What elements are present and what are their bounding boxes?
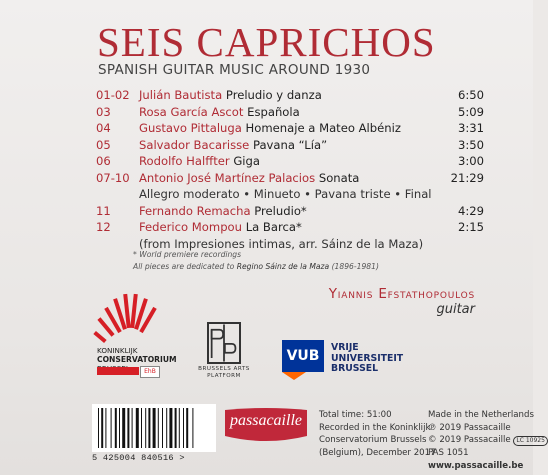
track-duration: 3:00 bbox=[457, 154, 484, 168]
dedicatee-name: Regino Sáinz de la Maza bbox=[236, 262, 330, 271]
track-work: Preludio y danza bbox=[225, 88, 322, 102]
label-url[interactable]: www.passacaille.be bbox=[428, 460, 524, 471]
copyright-credit: © 2019 Passacaille bbox=[428, 435, 511, 446]
album-title: SEIS CAPRICHOS bbox=[97, 19, 436, 65]
track-row bbox=[96, 120, 484, 137]
track-work: Sonata bbox=[318, 170, 360, 185]
dedication-note: All pieces are dedicated to Regino Sáinz de la Maza (1896-1981) bbox=[133, 262, 379, 271]
track-duration: 5:09 bbox=[457, 104, 484, 119]
performer-credit bbox=[329, 286, 475, 317]
track-work: Homenaje a Mateo Albéniz bbox=[245, 121, 401, 135]
track-row bbox=[96, 170, 484, 187]
track-composer: Salvador Bacarisse bbox=[139, 137, 250, 152]
track-work: Giga bbox=[233, 154, 260, 168]
vub-name: VRIJE UNIVERSITEIT BRUSSEL bbox=[331, 342, 404, 374]
track-composer: Rosa García Ascot bbox=[139, 104, 244, 119]
track-composer: Antonio José Martínez Palacios bbox=[139, 170, 316, 185]
track-number: 11 bbox=[96, 203, 111, 218]
legal-credits bbox=[428, 409, 548, 473]
track-composer: Rodolfo Halffter bbox=[139, 154, 230, 168]
barcode-icon bbox=[92, 404, 216, 452]
track-row bbox=[96, 137, 484, 154]
performer-name: Yiannis Efstathopoulos bbox=[328, 286, 475, 302]
conservatorium-red-bar bbox=[97, 367, 139, 375]
track-number: 03 bbox=[96, 104, 111, 119]
bap-logo-icon bbox=[207, 322, 241, 364]
track-work: Española bbox=[247, 104, 300, 119]
barcode-number: 5 425004 840516 > bbox=[92, 453, 185, 463]
track-duration: 6:50 bbox=[457, 88, 484, 102]
album-subtitle: SPANISH GUITAR MUSIC AROUND 1930 bbox=[98, 62, 371, 78]
performer-instrument: guitar bbox=[436, 302, 475, 317]
track-row bbox=[96, 186, 484, 203]
track-number: 06 bbox=[96, 154, 111, 168]
vub-logo-icon: VUB bbox=[282, 340, 324, 372]
track-duration: 3:50 bbox=[457, 137, 484, 152]
conservatorium-name: KONINKLIJK CONSERVATORIUM bbox=[97, 346, 177, 364]
track-number: 01-02 bbox=[96, 88, 130, 102]
vub-orange-triangle bbox=[282, 372, 306, 380]
track-row bbox=[96, 87, 484, 104]
track-number: 12 bbox=[96, 220, 111, 234]
track-list bbox=[96, 87, 484, 252]
track-duration: 4:29 bbox=[457, 203, 484, 218]
made-in: Made in the Netherlands bbox=[428, 410, 534, 420]
ehb-logo-icon: EhB bbox=[140, 366, 160, 378]
track-composer: Federico Mompou bbox=[139, 220, 242, 234]
track-duration: 21:29 bbox=[450, 170, 484, 185]
bap-name: BRUSSELS ARTS PLATFORM bbox=[198, 366, 250, 379]
premiere-note: * World premiere recordings bbox=[133, 250, 242, 259]
recording-info: Total time: 51:00 Recorded in the Koninklijk Conservatorium Brussels (Belgium), December 2017 bbox=[319, 410, 436, 459]
label-name: passacaille bbox=[230, 412, 302, 429]
track-duration: 2:15 bbox=[457, 220, 484, 234]
track-movements: Allegro moderato • Minueto • Pavana triste • Final bbox=[139, 187, 432, 201]
track-work: Preludio* bbox=[254, 203, 307, 218]
track-number: 04 bbox=[96, 121, 111, 135]
track-duration: 3:31 bbox=[457, 121, 484, 135]
track-number: 05 bbox=[96, 137, 111, 152]
track-source-note: (from Impresiones intimas, arr. Sáinz de la Maza) bbox=[139, 236, 424, 251]
lc-code: LC 10925 bbox=[513, 436, 548, 446]
track-composer: Gustavo Pittaluga bbox=[139, 121, 242, 135]
footnotes bbox=[133, 249, 379, 273]
conservatorium-logo-icon bbox=[96, 286, 156, 346]
catalog-number: PAS 1051 bbox=[428, 448, 469, 459]
track-number: 07-10 bbox=[96, 170, 130, 185]
track-row bbox=[96, 203, 484, 220]
track-work: Pavana “Lía” bbox=[252, 137, 328, 152]
track-row bbox=[96, 104, 484, 121]
track-composer: Fernando Remacha bbox=[139, 203, 251, 218]
track-row bbox=[96, 219, 484, 236]
track-work: La Barca* bbox=[245, 220, 302, 234]
track-row bbox=[96, 153, 484, 170]
track-composer: Julián Bautista bbox=[139, 88, 223, 102]
phonogram-credit: ℗ 2019 Passacaille bbox=[428, 422, 511, 433]
